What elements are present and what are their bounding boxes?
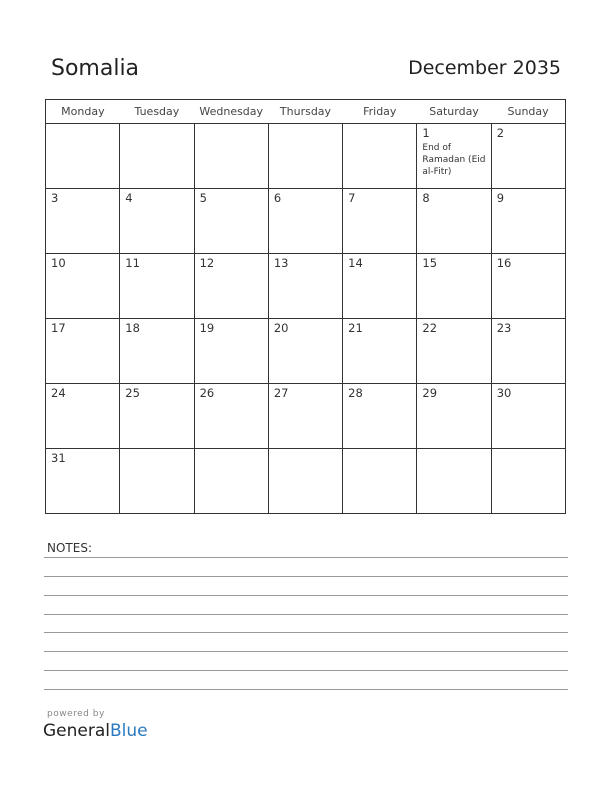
day-number: 2 xyxy=(496,126,505,140)
day-cell xyxy=(343,124,417,189)
weekday-saturday: Saturday xyxy=(417,100,491,124)
note-line xyxy=(44,557,568,558)
day-number: 11 xyxy=(125,256,140,270)
day-cell xyxy=(194,254,268,319)
day-number: 21 xyxy=(348,321,363,335)
day-number: 22 xyxy=(422,321,438,335)
week-row xyxy=(46,384,566,449)
day-number: 10 xyxy=(51,256,66,270)
day-cell xyxy=(491,254,565,319)
day-cell xyxy=(491,384,565,449)
day-number: 15 xyxy=(422,256,438,270)
note-line xyxy=(44,651,568,652)
day-cell xyxy=(491,319,565,384)
day-number: 5 xyxy=(199,191,207,205)
note-line xyxy=(44,576,568,577)
day-number: 28 xyxy=(348,386,363,400)
day-number: 8 xyxy=(422,191,430,205)
day-cell xyxy=(120,189,194,254)
day-number: 29 xyxy=(422,386,438,400)
day-cell xyxy=(491,449,565,514)
day-cell xyxy=(268,319,342,384)
day-cell xyxy=(343,189,417,254)
note-line xyxy=(44,632,568,633)
day-cell xyxy=(120,254,194,319)
day-cell xyxy=(417,124,491,189)
day-cell xyxy=(194,124,268,189)
day-number: 25 xyxy=(125,386,140,400)
country-title: Somalia xyxy=(51,56,140,81)
day-cell xyxy=(46,384,120,449)
day-number: 7 xyxy=(348,191,356,205)
day-cell xyxy=(46,189,120,254)
powered-by-text: powered by xyxy=(47,709,105,719)
note-line xyxy=(44,689,568,690)
weekday-sunday: Sunday xyxy=(491,100,565,124)
day-cell xyxy=(46,254,120,319)
day-number: 6 xyxy=(273,191,282,205)
day-cell xyxy=(120,124,194,189)
day-cell xyxy=(46,124,120,189)
day-number: 3 xyxy=(51,191,59,205)
day-cell xyxy=(417,189,491,254)
day-cell xyxy=(417,319,491,384)
day-cell xyxy=(194,319,268,384)
day-cell xyxy=(343,319,417,384)
weekday-friday: Friday xyxy=(343,100,417,124)
day-cell xyxy=(194,449,268,514)
note-line xyxy=(44,670,568,671)
week-row xyxy=(46,319,566,384)
week-row xyxy=(46,189,566,254)
day-cell xyxy=(268,254,342,319)
brand-blue: Blue xyxy=(110,721,148,741)
day-cell xyxy=(194,189,268,254)
day-number: 27 xyxy=(273,386,289,400)
notes-label: NOTES: xyxy=(47,541,92,555)
day-number: 17 xyxy=(51,321,66,335)
brand-general: General xyxy=(43,721,110,741)
day-number: 23 xyxy=(496,321,512,335)
day-number: 9 xyxy=(496,191,505,205)
holiday-event: End of Ramadan (Eid al-Fitr) xyxy=(422,143,486,177)
day-number: 14 xyxy=(348,256,363,270)
brand-logo xyxy=(43,721,148,741)
day-number: 26 xyxy=(199,386,215,400)
week-row xyxy=(46,449,566,514)
calendar-grid xyxy=(45,99,566,514)
day-number: 19 xyxy=(199,321,215,335)
week-row xyxy=(46,254,566,319)
day-cell xyxy=(491,189,565,254)
weekday-tuesday: Tuesday xyxy=(120,100,194,124)
day-cell xyxy=(268,124,342,189)
day-cell xyxy=(343,449,417,514)
day-cell xyxy=(120,384,194,449)
day-number: 20 xyxy=(273,321,289,335)
weekday-wednesday: Wednesday xyxy=(194,100,268,124)
day-cell xyxy=(120,449,194,514)
day-cell xyxy=(268,449,342,514)
day-cell xyxy=(268,189,342,254)
day-cell xyxy=(194,384,268,449)
week-row xyxy=(46,124,566,189)
day-cell xyxy=(46,319,120,384)
day-cell xyxy=(268,384,342,449)
day-cell xyxy=(46,449,120,514)
note-line xyxy=(44,614,568,615)
weekday-header-row xyxy=(46,100,566,124)
day-cell xyxy=(417,384,491,449)
month-title: December 2035 xyxy=(408,57,561,79)
day-cell xyxy=(120,319,194,384)
day-number: 4 xyxy=(125,191,133,205)
day-number: 30 xyxy=(496,386,512,400)
weekday-thursday: Thursday xyxy=(268,100,342,124)
day-cell xyxy=(417,254,491,319)
day-number: 24 xyxy=(51,386,66,400)
note-line xyxy=(44,595,568,596)
day-number: 16 xyxy=(496,256,512,270)
day-number: 1 xyxy=(422,126,430,140)
day-number: 13 xyxy=(273,256,289,270)
day-number: 18 xyxy=(125,321,140,335)
day-cell xyxy=(343,254,417,319)
day-number: 12 xyxy=(199,256,215,270)
day-number: 31 xyxy=(51,451,66,465)
day-cell xyxy=(417,449,491,514)
day-cell xyxy=(491,124,565,189)
day-cell xyxy=(343,384,417,449)
weekday-monday: Monday xyxy=(46,100,120,124)
